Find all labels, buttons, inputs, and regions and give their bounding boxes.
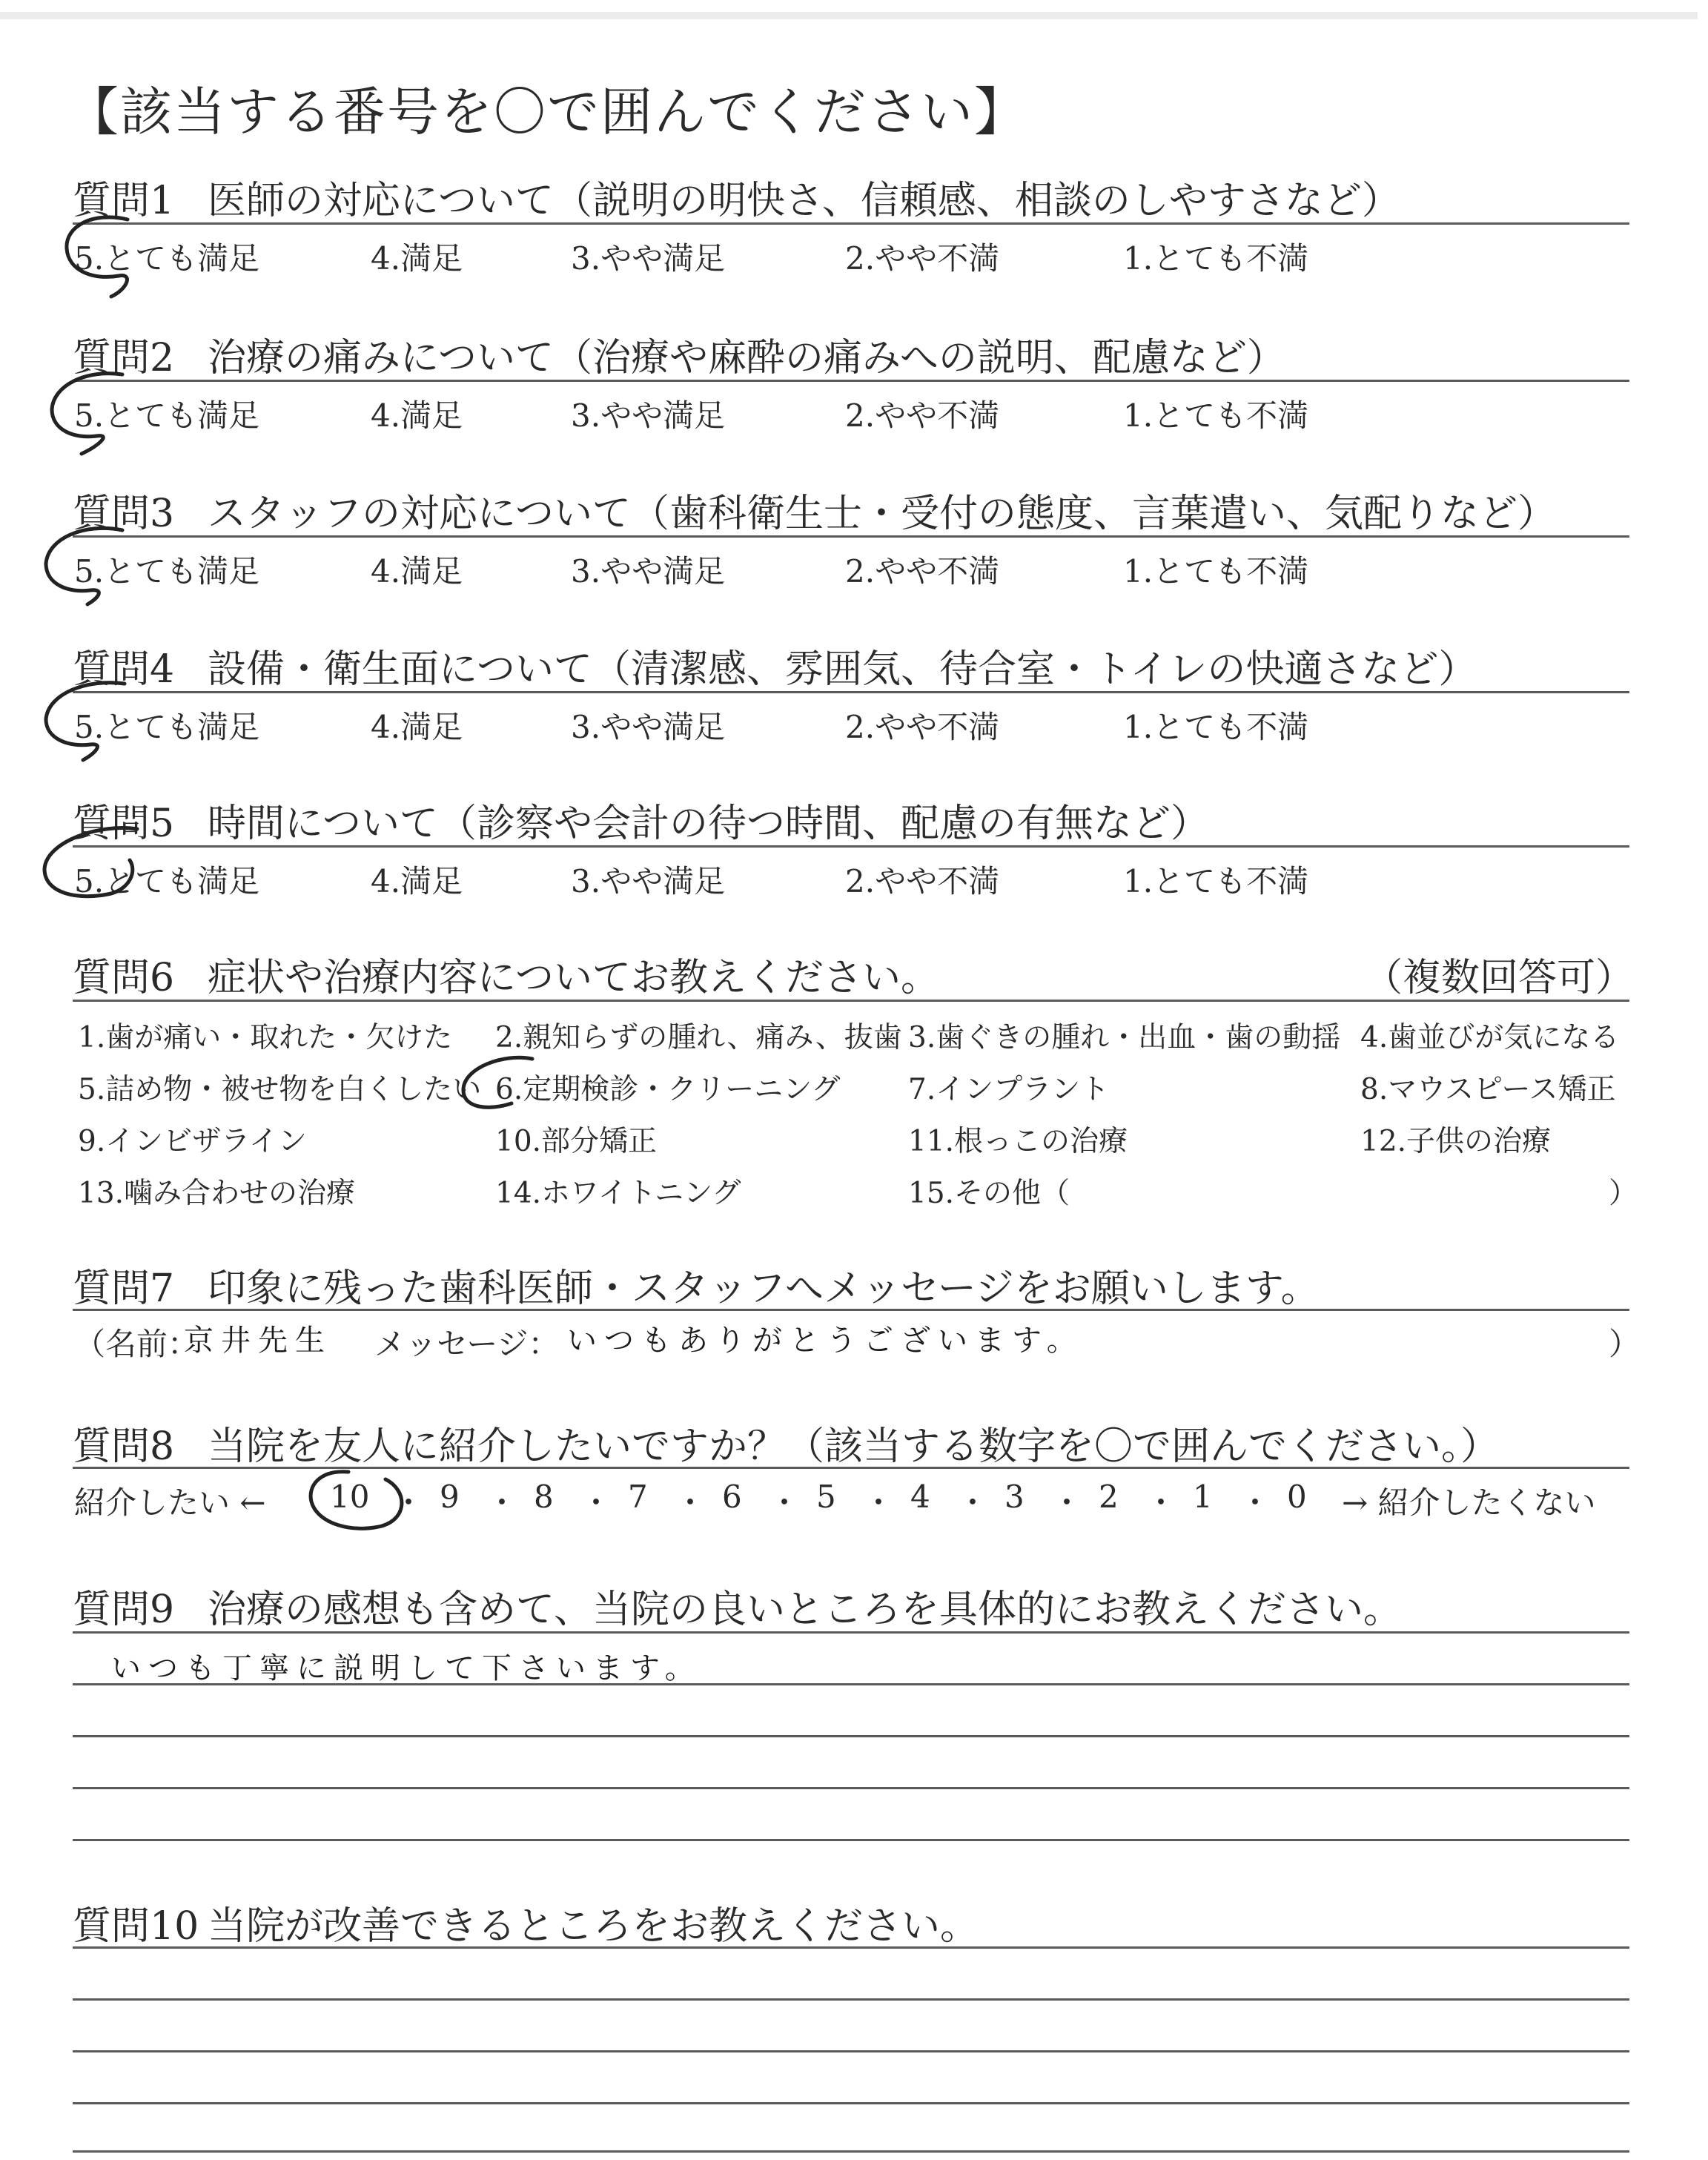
q8-rule [73,1467,1629,1469]
q8-right-label: → 紹介したくない [1342,1484,1596,1521]
q8-score-3[interactable]: 3 [1004,1479,1025,1515]
q8-left-label: 紹介したい ← [74,1484,266,1521]
q4-option-3[interactable]: 3.やや満足 [571,709,726,745]
q10-label: 質問10 [73,1904,199,1949]
q4-rule [73,691,1629,693]
q5-option-2[interactable]: 2.やや不満 [845,863,1000,899]
q3-option-4[interactable]: 4.満足 [371,553,463,589]
q8-score-10[interactable]: 10 [330,1479,370,1515]
q9-answer-line [73,1839,1629,1841]
q4-text: 設備・衛生面について（清潔感、雰囲気、待合室・トイレの快適さなど） [208,647,1477,692]
q8-score-2[interactable]: 2 [1099,1479,1119,1515]
q4-label: 質問4 [73,647,175,692]
q6-option-11[interactable]: 11.根っこの治療 [908,1125,1128,1158]
q2-option-4[interactable]: 4.満足 [371,397,463,434]
q7-name-label: （名前： [74,1326,199,1362]
q6-rule [73,1000,1629,1002]
q2-rule [73,380,1629,382]
q9-rule [73,1631,1629,1634]
q8-score-5[interactable]: 5 [816,1479,836,1515]
q8-dot: ・ [1051,1484,1083,1521]
q7-label: 質問7 [73,1266,175,1311]
q10-text: 当院が改善できるところをお教えください。 [208,1904,979,1949]
q8-dot: ・ [580,1484,612,1521]
q1-option-2[interactable]: 2.やや不満 [845,240,1000,277]
q9-label: 質問9 [73,1588,175,1632]
page-title: 【該当する番号を〇で囲んでください】 [67,82,1027,142]
q5-option-4[interactable]: 4.満足 [371,863,463,899]
q8-dot: ・ [863,1484,895,1521]
q6-option-12[interactable]: 12.子供の治療 [1360,1125,1552,1158]
q6-option-15-close: ） [1609,1177,1638,1210]
q8-dot: ・ [1145,1484,1177,1521]
q4-option-4[interactable]: 4.満足 [371,709,463,745]
q6-option-2[interactable]: 2.親知らずの腫れ、痛み、抜歯 [495,1021,902,1054]
q7-text: 印象に残った歯科医師・スタッフへメッセージをお願いします。 [208,1266,1320,1311]
q4-option-2[interactable]: 2.やや不満 [845,709,1000,745]
q10-answer-line [73,2150,1629,2153]
q4-option-5[interactable]: 5.とても満足 [74,709,260,745]
q6-note: （複数回答可） [1364,956,1635,1000]
q1-rule [73,222,1629,225]
q6-option-5[interactable]: 5.詰め物・被せ物を白くしたい [78,1073,482,1106]
q9-answer-line [73,1787,1629,1789]
q6-label: 質問6 [73,956,175,1000]
q8-dot: ・ [1239,1484,1271,1521]
q1-option-3[interactable]: 3.やや満足 [571,240,726,277]
q6-text: 症状や治療内容についてお教えください。 [208,956,939,1000]
q2-option-3[interactable]: 3.やや満足 [571,397,726,434]
q6-option-8[interactable]: 8.マウスピース矯正 [1360,1073,1616,1106]
q8-score-7[interactable]: 7 [628,1479,648,1515]
q2-option-1[interactable]: 1.とても不満 [1123,397,1309,434]
q3-option-3[interactable]: 3.やや満足 [571,553,726,589]
q8-score-1[interactable]: 1 [1193,1479,1213,1515]
q6-option-7[interactable]: 7.インプラント [908,1073,1110,1106]
q5-option-5[interactable]: 5.とても満足 [74,863,260,899]
q8-score-9[interactable]: 9 [440,1479,460,1515]
q1-text: 医師の対応について（説明の明快さ、信頼感、相談のしやすさなど） [208,179,1400,223]
q8-dot: ・ [393,1484,425,1521]
q6-option-1[interactable]: 1.歯が痛い・取れた・欠けた [78,1021,453,1054]
q3-option-1[interactable]: 1.とても不満 [1123,553,1309,589]
q1-option-1[interactable]: 1.とても不満 [1123,240,1309,277]
q9-answer-line [73,1683,1629,1685]
q5-label: 質問5 [73,802,175,846]
q3-text: スタッフの対応について（歯科衛生士・受付の態度、言葉遣い、気配りなど） [208,492,1556,536]
q7-message-label: メッセージ： [374,1326,560,1362]
q7-rule [73,1309,1629,1311]
q3-rule [73,535,1629,538]
q2-text: 治療の痛みについて（治療や麻酔の痛みへの説明、配慮など） [208,336,1285,380]
q6-option-3[interactable]: 3.歯ぐきの腫れ・出血・歯の動揺 [908,1021,1341,1054]
q10-answer-line [73,2050,1629,2052]
q2-option-2[interactable]: 2.やや不満 [845,397,1000,434]
q5-rule [73,845,1629,848]
q8-text: 当院を友人に紹介したいですか？（該当する数字を〇で囲んでください。） [208,1424,1500,1469]
scan-edge [0,12,1698,19]
q8-label: 質問8 [73,1424,175,1469]
q10-answer-line [73,1946,1629,1949]
q1-option-5[interactable]: 5.とても満足 [74,240,260,277]
q9-answer-handwritten[interactable]: いつも丁寧に説明して下さいます。 [111,1651,702,1685]
q6-option-15[interactable]: 15.その他（ [908,1177,1070,1210]
q5-option-1[interactable]: 1.とても不満 [1123,863,1309,899]
q8-score-8[interactable]: 8 [534,1479,554,1515]
q1-label: 質問1 [73,179,175,223]
q2-label: 質問2 [73,336,175,380]
q7-message-handwritten[interactable]: いつもありがとうございます。 [567,1324,1084,1358]
q3-label: 質問3 [73,492,175,536]
q5-text: 時間について（診察や会計の待つ時間、配慮の有無など） [208,802,1209,846]
q4-option-1[interactable]: 1.とても不満 [1123,709,1309,745]
q8-dot: ・ [957,1484,989,1521]
q10-answer-line [73,1998,1629,2001]
q6-option-13[interactable]: 13.噛み合わせの治療 [78,1177,356,1210]
q10-answer-line [73,2102,1629,2104]
q7-close-paren: ） [1609,1326,1641,1362]
q8-dot: ・ [675,1484,706,1521]
q6-option-14[interactable]: 14.ホワイトニング [495,1177,741,1210]
q8-score-4[interactable]: 4 [910,1479,930,1515]
q6-option-4[interactable]: 4.歯並びが気になる [1360,1021,1620,1054]
q8-score-0[interactable]: 0 [1287,1479,1307,1515]
q1-option-4[interactable]: 4.満足 [371,240,463,277]
q7-name-handwritten[interactable]: 京井先生 [184,1324,332,1358]
q6-option-9[interactable]: 9.インビザライン [78,1125,308,1158]
q6-option-6[interactable]: 6.定期検診・クリーニング [495,1073,841,1106]
q5-option-3[interactable]: 3.やや満足 [571,863,726,899]
q3-option-2[interactable]: 2.やや不満 [845,553,1000,589]
q9-text: 治療の感想も含めて、当院の良いところを具体的にお教えください。 [208,1588,1402,1632]
q8-dot: ・ [769,1484,801,1521]
q8-score-6[interactable]: 6 [722,1479,742,1515]
q8-dot: ・ [486,1484,518,1521]
q6-option-10[interactable]: 10.部分矯正 [495,1125,658,1158]
q2-option-5[interactable]: 5.とても満足 [74,397,260,434]
q3-option-5[interactable]: 5.とても満足 [74,553,260,589]
q9-answer-line [73,1735,1629,1737]
